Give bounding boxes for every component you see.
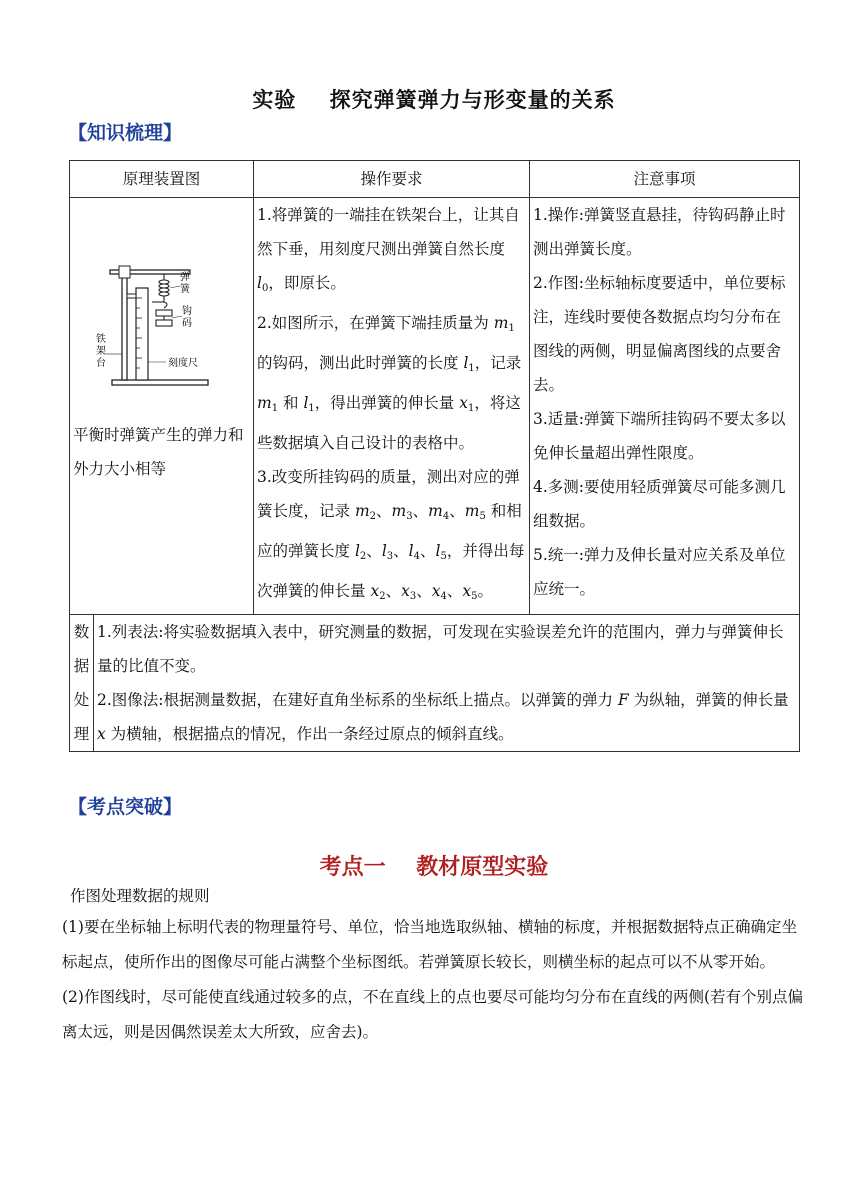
rule-item: (1)要在坐标轴上标明代表的物理量符号、单位，恰当地选取纵轴、横轴的标度，并根据数据特点正确确定坐标起点，使所作出的图像尽可能占满整个坐标图纸。若弹簧原长较长，则横坐标的起点可以不从零开始。 [62, 918, 797, 971]
var-l: l [303, 394, 309, 412]
var-x: x [370, 582, 380, 600]
var-x: x [97, 725, 106, 743]
notes-cell [530, 198, 800, 615]
header-principle: 原理装置图 [70, 161, 254, 198]
label-stand-1: 铁 [95, 334, 106, 345]
var-m: m [428, 502, 443, 520]
var-l: l [463, 354, 469, 372]
separator: 、 [449, 502, 465, 520]
data-processing-label [70, 615, 94, 752]
separator: 、 [385, 582, 402, 600]
subscript: 2 [359, 551, 367, 562]
subscript: 1 [271, 403, 279, 414]
apparatus-diagram [92, 258, 232, 398]
method-graph [97, 683, 796, 751]
table-header-row [70, 161, 800, 198]
label-spring-2: 簧 [179, 284, 190, 295]
data-processing-cell [94, 615, 800, 752]
var-m: m [354, 502, 370, 520]
stand-clamp [119, 266, 130, 278]
note-item: 4.多测:要使用轻质弹簧尽可能多测几组数据。 [533, 478, 786, 530]
note-item: 1.操作:弹簧竖直悬挂，待钩码静止时测出弹簧长度。 [533, 206, 786, 258]
m2-text: 为纵轴，弹簧的伸长量 [628, 691, 789, 709]
mass-list [355, 502, 486, 520]
subscript: 5 [471, 591, 478, 602]
var-x: x [462, 582, 472, 600]
m2-text: 2.图像法:根据测量数据，在建好直角坐标系的坐标纸上描点。以弹簧的弹力 [97, 691, 618, 709]
label-stand-3: 台 [95, 358, 106, 369]
subscript: 5 [440, 551, 447, 562]
op2-text: 的钩码，测出此时弹簧的长度 [257, 354, 464, 372]
var-x: x [459, 394, 468, 412]
length-list [355, 542, 447, 560]
separator: 、 [446, 582, 463, 600]
note-item: 3.适量:弹簧下端所挂钩码不要太多以免伸长量超出弹性限度。 [533, 410, 786, 462]
label-spring-1: 弹 [179, 272, 190, 283]
subscript: 1 [468, 363, 475, 374]
table-content-row [70, 198, 800, 615]
var-l: l [257, 274, 262, 292]
section-heading-knowledge: 【知识梳理】 [68, 122, 183, 144]
operation-step-1 [257, 198, 526, 306]
header-operations: 操作要求 [254, 161, 530, 198]
rules-heading: 作图处理数据的规则 [70, 887, 210, 905]
separator: 、 [366, 542, 382, 560]
separator: 、 [416, 582, 432, 600]
label-stand-2: 架 [95, 346, 106, 357]
hook-weights [156, 310, 172, 326]
rules-block [62, 882, 812, 1050]
op2-text: ，得出弹簧的伸长量 [314, 394, 460, 412]
operations-cell [254, 198, 530, 615]
var-x: x [401, 582, 410, 600]
var-m: m [257, 394, 272, 412]
var-l: l [408, 542, 414, 560]
op1-text: 1.将弹簧的一端挂在铁架台上，让其自然下垂，用刻度尺测出弹簧自然长度 [257, 206, 520, 258]
section-heading-breakthrough: 【考点突破】 [68, 796, 183, 818]
op3-text: 3.改变所挂钩码的质量，测出对应的弹簧长度，记录 [257, 468, 520, 520]
subscript: 1 [467, 403, 475, 414]
diagram-cell [70, 198, 254, 615]
rule-item: (2)作图线时，尽可能使直线通过较多的点，不在直线上的点也要尽可能均匀分布在直线的两侧(若有个别点偏离太远，则是因偶然误差太大所致，应舍去)。 [62, 988, 804, 1041]
subscript: 3 [409, 591, 417, 602]
op3-text-end: 。 [477, 582, 494, 600]
separator: 、 [393, 542, 409, 560]
var-m: m [464, 502, 480, 520]
var-l: l [354, 542, 360, 560]
separator: 、 [420, 542, 436, 560]
spring [152, 274, 169, 308]
page-title: 实验 探究弹簧弹力与形变量的关系 [252, 87, 616, 112]
principle-text: 平衡时弹簧产生的弹力和外力大小相等 [73, 426, 244, 478]
op2-text: 2.如图所示，在弹簧下端挂质量为 [257, 314, 494, 332]
op2-text: ，记录 [474, 354, 522, 372]
header-notes: 注意事项 [530, 161, 800, 198]
subscript: 4 [440, 591, 447, 602]
ruler [136, 288, 148, 380]
var-x: x [431, 582, 441, 600]
label-char: 理 [73, 725, 90, 743]
operation-step-2 [257, 306, 526, 460]
subscript: 0 [261, 283, 269, 294]
experiment-table [69, 160, 800, 752]
var-l: l [435, 542, 441, 560]
subscript: 2 [369, 511, 377, 522]
var-m: m [391, 502, 407, 520]
subscript: 1 [308, 403, 315, 414]
m2-text-end: 为横轴，根据描点的情况，作出一条经过原点的倾斜直线。 [105, 725, 514, 743]
subscript: 2 [379, 591, 386, 602]
ruler-clamp [127, 294, 136, 298]
topic-title: 考点一 教材原型实验 [319, 854, 549, 880]
op2-text-end: ，将这些数据填入自己设计的表格中。 [257, 394, 521, 452]
op1-text-end: ，即原长。 [268, 274, 346, 292]
var-F: F [617, 691, 629, 709]
stand-base [112, 380, 208, 385]
separator: 、 [376, 502, 392, 520]
subscript: 1 [508, 323, 515, 334]
label-char: 据 [73, 657, 90, 675]
subscript: 5 [479, 511, 486, 522]
note-item: 2.作图:坐标轴标度要适中，单位要标注，连线时要使各数据点均匀分布在图线的两侧，明显偏离图线的点要舍去。 [533, 274, 786, 394]
op3-text: ，并得出每次弹簧的伸长量 [257, 542, 525, 600]
separator: 、 [412, 502, 429, 520]
stand-post [122, 268, 127, 380]
var-l: l [381, 542, 387, 560]
operation-step-3 [257, 460, 526, 614]
label-ruler: 刻度尺 [167, 358, 198, 369]
subscript: 4 [413, 551, 421, 562]
op2-text: 和 [278, 394, 304, 412]
op3-text: 和相应的弹簧长度 [257, 502, 522, 560]
subscript: 4 [442, 511, 450, 522]
var-m: m [493, 314, 509, 332]
label-char: 处 [73, 691, 90, 709]
label-weight-2: 码 [181, 318, 192, 329]
label-char: 数 [73, 623, 90, 641]
data-processing-row [70, 615, 800, 752]
extension-list [370, 582, 477, 600]
subscript: 3 [386, 551, 394, 562]
method-list: 1.列表法:将实验数据填入表中，研究测量的数据，可发现在实验误差允许的范围内，弹力与弹簧伸长量的比值不变。 [97, 623, 784, 675]
subscript: 3 [406, 511, 413, 522]
label-weight-1: 钩 [181, 306, 192, 317]
note-item: 5.统一:弹力及伸长量对应关系及单位应统一。 [533, 546, 786, 598]
